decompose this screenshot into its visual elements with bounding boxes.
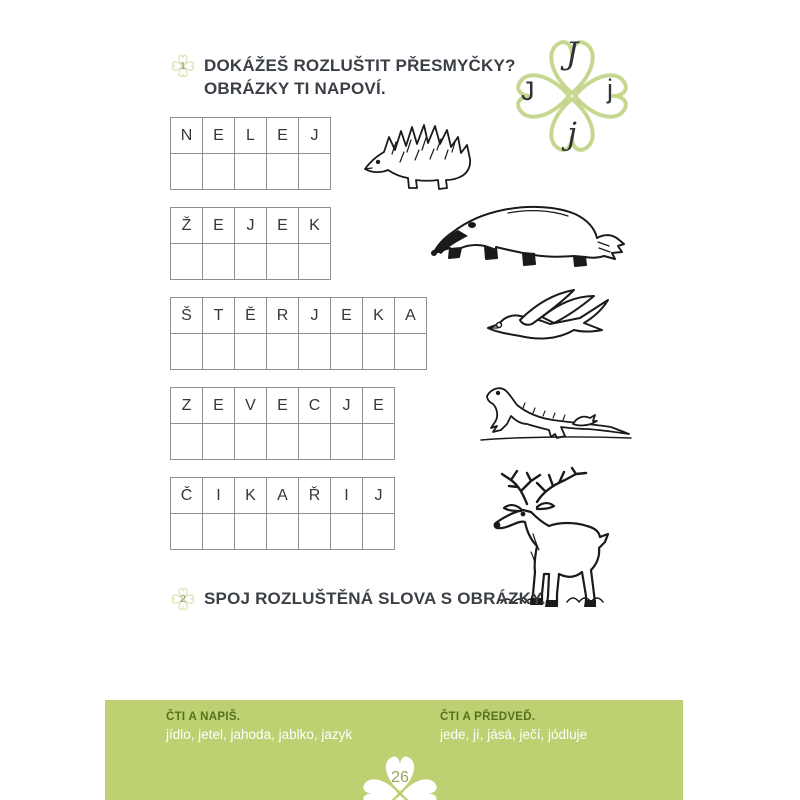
- letter-cell: Ě: [235, 298, 267, 334]
- task2-number: 2: [180, 593, 186, 605]
- footer-read-write-words: jídlo, jetel, jahoda, jablko, jazyk: [166, 727, 353, 742]
- answer-cell[interactable]: [171, 514, 203, 550]
- answer-cell[interactable]: [203, 514, 235, 550]
- letter-cell: E: [203, 388, 235, 424]
- letter-cell: E: [363, 388, 395, 424]
- task1-number: 1: [180, 60, 186, 72]
- answer-cell[interactable]: [203, 424, 235, 460]
- answer-cell[interactable]: [203, 244, 235, 280]
- badger-image[interactable]: [428, 196, 628, 272]
- answer-cell[interactable]: [331, 424, 363, 460]
- letter-cell: J: [363, 478, 395, 514]
- clover-letter-J-print: J: [521, 76, 535, 106]
- answer-cell[interactable]: [235, 244, 267, 280]
- answer-cell[interactable]: [331, 514, 363, 550]
- clover-letter-j-print: j: [607, 74, 613, 104]
- letter-cell: A: [267, 478, 299, 514]
- letter-cell: J: [235, 208, 267, 244]
- answer-cell[interactable]: [171, 154, 203, 190]
- letter-cell: L: [235, 118, 267, 154]
- answer-cell[interactable]: [331, 334, 363, 370]
- answer-cell[interactable]: [171, 244, 203, 280]
- answer-cell[interactable]: [235, 334, 267, 370]
- letter-cell: E: [331, 298, 363, 334]
- letter-cell: J: [331, 388, 363, 424]
- letter-cell: K: [363, 298, 395, 334]
- answer-cell[interactable]: [299, 334, 331, 370]
- letter-cell: I: [203, 478, 235, 514]
- answer-cell[interactable]: [267, 514, 299, 550]
- letter-cell: Ž: [171, 208, 203, 244]
- answer-cell[interactable]: [267, 154, 299, 190]
- answer-cell[interactable]: [203, 334, 235, 370]
- clover-letter-J-script: J: [565, 36, 579, 72]
- task2-instruction: SPOJ ROZLUŠTĚNÁ SLOVA S OBRÁZKY.: [204, 589, 546, 608]
- clover-letter-j-script: j: [567, 116, 577, 152]
- letter-cell: K: [299, 208, 331, 244]
- anagram-grid-cikarij[interactable]: [170, 477, 395, 550]
- anagram-grid-sterjeka[interactable]: [170, 297, 427, 370]
- letter-cell: N: [171, 118, 203, 154]
- letter-cell: J: [299, 298, 331, 334]
- task1-instruction: DOKÁŽEŠ ROZLUŠTIT PŘESMYČKY? OBRÁZKY TI NAPOVÍ.: [204, 56, 516, 98]
- letter-cell: V: [235, 388, 267, 424]
- answer-cell[interactable]: [299, 244, 331, 280]
- answer-cell[interactable]: [171, 424, 203, 460]
- answer-cell[interactable]: [203, 154, 235, 190]
- lizard-image[interactable]: [477, 380, 635, 444]
- footer-read-act-block: [440, 711, 587, 742]
- answer-cell[interactable]: [235, 514, 267, 550]
- letter-cell: K: [235, 478, 267, 514]
- answer-cell[interactable]: [267, 244, 299, 280]
- letter-cell: E: [267, 208, 299, 244]
- letter-cell: Č: [171, 478, 203, 514]
- task2-heading: [169, 585, 546, 613]
- task1-heading: [169, 52, 516, 101]
- footer-read-write-block: [166, 711, 352, 742]
- letter-cell: E: [203, 118, 235, 154]
- letter-cell: C: [299, 388, 331, 424]
- letter-cell: I: [331, 478, 363, 514]
- footer-read-act-words: jede, jí, jásá, ječí, jódluje: [440, 727, 588, 742]
- answer-cell[interactable]: [235, 154, 267, 190]
- letter-cell: Z: [171, 388, 203, 424]
- hedgehog-image[interactable]: [362, 112, 474, 194]
- anagram-grid-nelej[interactable]: [170, 117, 331, 190]
- page-number: 26: [391, 769, 409, 786]
- letter-cell: R: [267, 298, 299, 334]
- anagram-grid-zevecje[interactable]: [170, 387, 395, 460]
- page-number-clover: [353, 747, 447, 800]
- answer-cell[interactable]: [171, 334, 203, 370]
- letter-cell: A: [395, 298, 427, 334]
- answer-cell[interactable]: [267, 334, 299, 370]
- answer-cell[interactable]: [299, 424, 331, 460]
- answer-cell[interactable]: [299, 154, 331, 190]
- letter-cell: Ř: [299, 478, 331, 514]
- answer-cell[interactable]: [299, 514, 331, 550]
- clover-letter-decoration: [503, 28, 641, 164]
- letter-cell: Š: [171, 298, 203, 334]
- answer-cell[interactable]: [267, 424, 299, 460]
- answer-cell[interactable]: [235, 424, 267, 460]
- anagram-grid-zejek[interactable]: [170, 207, 331, 280]
- task2-clover-icon: [169, 585, 197, 613]
- footer-read-write-title: ČTI A NAPIŠ.: [166, 711, 241, 723]
- task1-clover-icon: [169, 52, 197, 80]
- answer-cell[interactable]: [363, 514, 395, 550]
- answer-cell[interactable]: [363, 334, 395, 370]
- letter-cell: J: [299, 118, 331, 154]
- letter-cell: T: [203, 298, 235, 334]
- answer-cell[interactable]: [363, 424, 395, 460]
- footer-read-act-title: ČTI A PŘEDVEĎ.: [440, 711, 536, 723]
- letter-cell: E: [267, 388, 299, 424]
- letter-cell: E: [203, 208, 235, 244]
- letter-cell: E: [267, 118, 299, 154]
- answer-cell[interactable]: [395, 334, 427, 370]
- swallow-image[interactable]: [482, 284, 628, 360]
